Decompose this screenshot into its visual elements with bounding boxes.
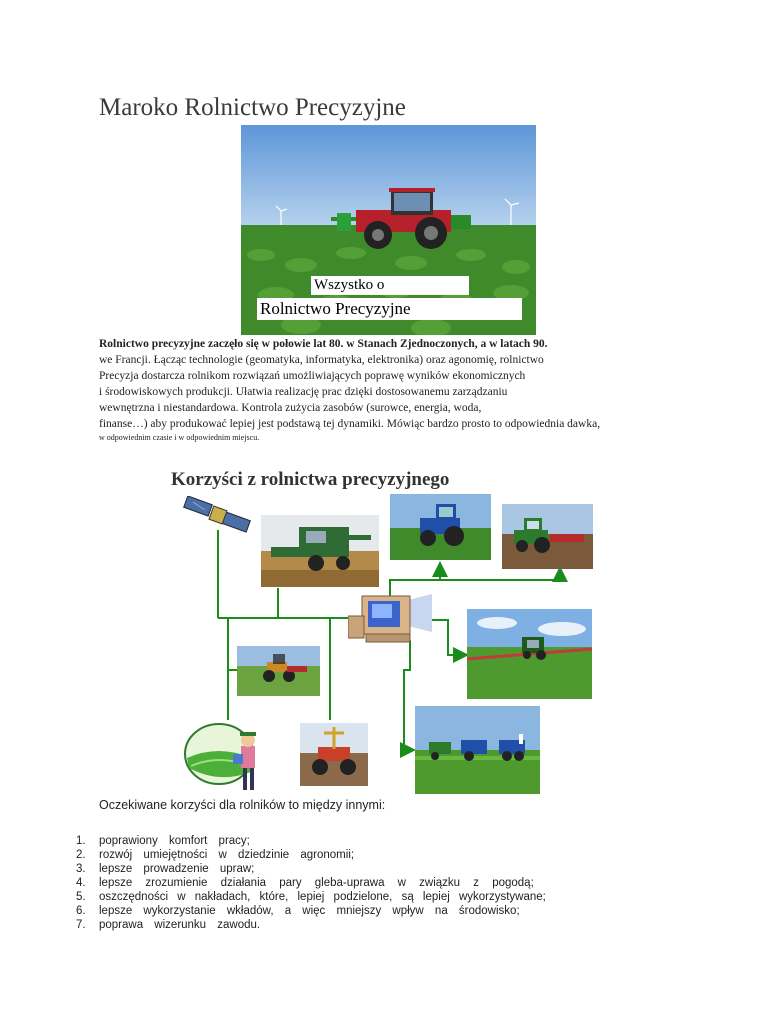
atv-sampler-photo <box>300 723 368 786</box>
intro-line: wewnętrzna i niestandardowa. Kontrola zużycia zasobów (surowce, energia, woda, <box>99 402 482 414</box>
list-number: 5. <box>76 891 86 903</box>
list-text: lepsze prowadzenie upraw; <box>99 863 255 875</box>
tractors-fleet-photo <box>415 706 540 794</box>
list-number: 3. <box>76 863 86 875</box>
list-item <box>76 918 596 932</box>
list-text: poprawiony komfort pracy; <box>99 835 250 847</box>
intro-line: w odpowiednim czasie i w odpowiednim miejscu. <box>99 433 260 442</box>
page-title: Maroko Rolnictwo Precyzyjne <box>99 94 406 121</box>
computer-icon <box>348 592 432 644</box>
intro-paragraph <box>99 336 639 444</box>
list-number: 2. <box>76 849 86 861</box>
list-item <box>76 834 596 848</box>
list-text: poprawa wizerunku zawodu. <box>99 919 261 931</box>
combine-harvester-photo <box>261 515 379 587</box>
list-item <box>76 904 596 918</box>
hero-label-line1: Wszystko o <box>311 276 469 295</box>
farmer-clipart-icon <box>183 718 269 796</box>
green-tractor-seeder-photo <box>502 504 593 569</box>
list-number: 1. <box>76 835 86 847</box>
section-title: Korzyści z rolnictwa precyzyjnego <box>171 469 450 490</box>
intro-line: Precyzja dostarcza rolnikom rozwiązań umożliwiających poprawę wyników ekonomicznych <box>99 370 526 382</box>
list-number: 7. <box>76 919 86 931</box>
list-number: 6. <box>76 905 86 917</box>
intro-line: we Francji. Łącząc technologie (geomatyka, informatyka, elektronika) oraz agonomię, rolnictwo <box>99 354 544 366</box>
list-text: rozwój umiejętności w dziedzinie agronomii; <box>99 849 355 861</box>
field-sprayer-photo <box>467 609 592 699</box>
list-number: 4. <box>76 877 86 889</box>
list-item <box>76 848 596 862</box>
intro-line: Rolnictwo precyzyjne zaczęło się w połowie lat 80. w Stanach Zjednoczonych, a w latach 90. <box>99 338 548 350</box>
blue-tractor-photo <box>390 494 491 560</box>
tractor-field-photo <box>237 646 320 696</box>
intro-line: i środowiskowych produkcji. Ułatwia realizację prac dzięki dostosowanemu zarządzaniu <box>99 386 508 398</box>
list-text: lepsze wykorzystanie wkładów, a więc mniejszy wpływ na środowisko; <box>99 905 520 917</box>
hero-label-line2: Rolnictwo Precyzyjne <box>257 298 522 320</box>
satellite-icon <box>183 496 253 536</box>
benefits-intro: Oczekiwane korzyści dla rolników to między innymi: <box>99 798 386 812</box>
list-item <box>76 876 596 890</box>
list-text: lepsze zrozumienie działania pary gleba-uprawa w związku z pogodą; <box>99 877 534 889</box>
benefits-list <box>76 834 596 932</box>
hero-tractor-photo <box>241 125 536 335</box>
intro-line: finanse…) aby produkować lepiej jest podstawą tej dynamiki. Mówiąc bardzo prosto to odpowiednia dawka, <box>99 418 601 430</box>
list-text: oszczędności w nakładach, które, lepiej podzielone, są lepiej wykorzystywane; <box>99 891 546 903</box>
list-item <box>76 890 596 904</box>
list-item <box>76 862 596 876</box>
